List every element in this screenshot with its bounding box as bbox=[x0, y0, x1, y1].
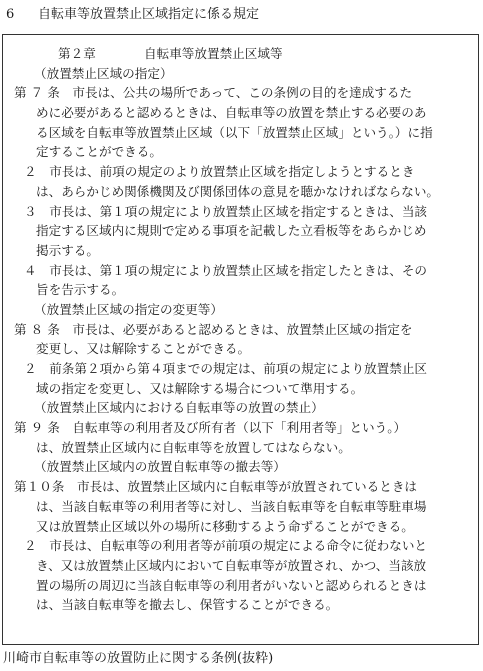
article-caption: （放置禁止区域の指定） bbox=[34, 65, 173, 81]
text-line: めに必要があると認めるときは、自転車等の放置を禁止する必要のあ bbox=[36, 105, 427, 121]
section-heading bbox=[6, 6, 259, 24]
article-line: 第 ８ 条 市長は、必要があると認めるときは、放置禁止区域の指定を bbox=[14, 321, 413, 337]
article-caption: （放置禁止区域内の放置自転車等の撤去等） bbox=[34, 459, 286, 475]
article-line: 第１０条 市長は、放置禁止区域内に自転車等が放置されているときは bbox=[14, 479, 417, 495]
paragraph-line: ２ 市長は、自転車等の利用者等が前項の規定による命令に従わないと bbox=[24, 538, 427, 554]
text-line: 変更し、又は解除することができる。 bbox=[36, 341, 251, 357]
text-line: き、又は放置禁止区域内において自転車等が放置され、かつ、当該放 bbox=[36, 557, 427, 573]
source-caption: 川崎市自転車等の放置防止に関する条例(抜粋) bbox=[3, 651, 274, 666]
article-caption: （放置禁止区域内における自転車等の放置の禁止） bbox=[34, 400, 324, 416]
text-line: 域の指定を変更し、又は解除する場合について準用する。 bbox=[36, 380, 364, 396]
article-line: 第 ９ 条 自転車等の利用者及び所有者（以下「利用者等」という。） bbox=[14, 420, 407, 436]
article-line: 第 ７ 条 市長は、公共の場所であって、この条例の目的を達成するた bbox=[14, 85, 413, 101]
text-line: 又は放置禁止区域以外の場所に移動するよう命ずることができる。 bbox=[36, 518, 414, 534]
text-line: は、放置禁止区域内に自転車等を放置してはならない。 bbox=[36, 439, 351, 455]
text-line: は、当該自転車等を撤去し、保管することができる。 bbox=[36, 597, 339, 613]
chapter-title: 自転車等放置禁止区域等 bbox=[144, 46, 283, 61]
text-line: は、あらかじめ関係機関及び関係団体の意見を聴かなければならない。 bbox=[36, 183, 439, 199]
text-line: る区域を自転車等放置禁止区域（以下「放置禁止区域」という。）に指 bbox=[36, 124, 433, 140]
paragraph-line: ２ 前条第２項から第４項までの規定は、前項の規定により放置禁止区 bbox=[24, 361, 427, 376]
chapter-heading bbox=[24, 44, 474, 64]
article-caption: （放置禁止区域の指定の変更等） bbox=[34, 301, 223, 317]
text-line: 指定する区域内に規則で定める事項を記載した立看板等をあらかじめ bbox=[36, 223, 427, 239]
chapter-number: 第２章 bbox=[58, 46, 96, 61]
paragraph-line: ４ 市長は、第１項の規定により放置禁止区域を指定したときは、その bbox=[24, 262, 427, 278]
text-line: 旨を告示する。 bbox=[36, 282, 125, 298]
section-number: 6 bbox=[6, 7, 15, 22]
paragraph-line: ３ 市長は、第１項の規定により放置禁止区域を指定するときは、当該 bbox=[24, 203, 427, 219]
text-line: 置の場所の周辺に当該自転車等の利用者がいないと認められるときは bbox=[36, 577, 427, 593]
section-title: 自転車等放置禁止区域指定に係る規定 bbox=[38, 7, 260, 22]
text-line: 掲示する。 bbox=[36, 242, 99, 258]
text-line: は、当該自転車等の利用者等に対し、当該自転車等を自転車等駐車場 bbox=[36, 498, 427, 514]
text-line: 定することができる。 bbox=[36, 144, 162, 160]
ordinance-text bbox=[14, 44, 474, 615]
paragraph-line: ２ 市長は、前項の規定のより放置禁止区域を指定しようとするとき bbox=[24, 164, 415, 180]
